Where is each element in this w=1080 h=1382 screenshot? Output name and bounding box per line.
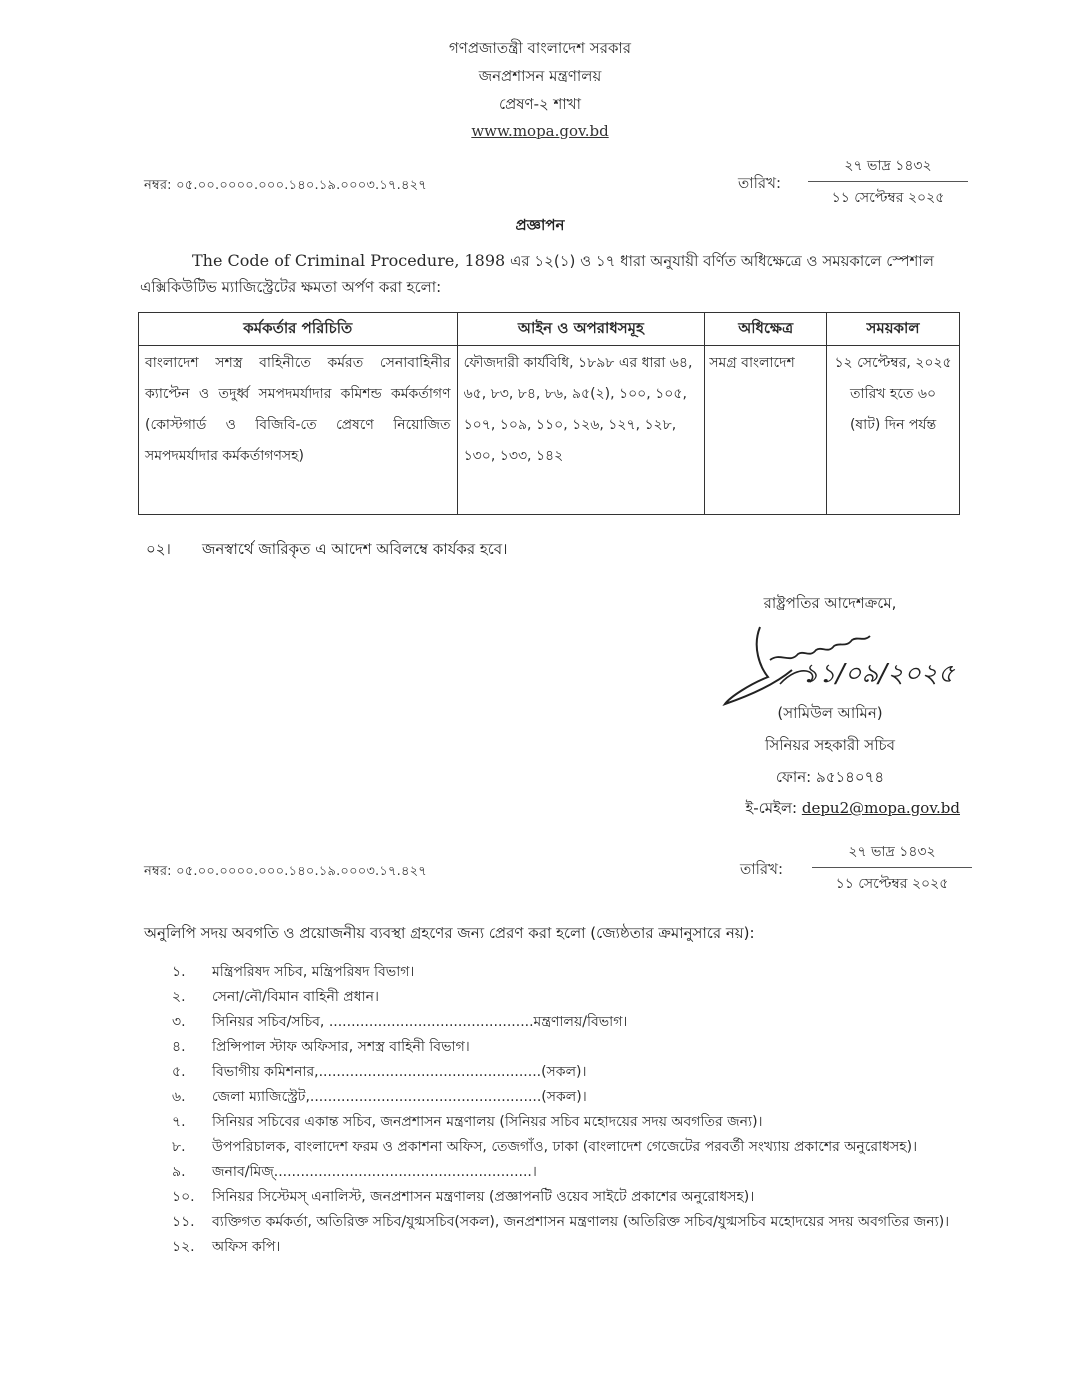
date-label: তারিখ: bbox=[738, 174, 782, 192]
list-item-text: ব্যক্তিগত কর্মকর্তা, অতিরিক্ত সচিব/যুগ্মসচিব(সকল), জনপ্রশাসন মন্ত্রণালয় (অতিরিক্ত সচিব/যুগ্মসচিব মহোদয়ের সদয় অবগতির জন্য)। bbox=[212, 1214, 950, 1230]
authority-table bbox=[138, 312, 960, 515]
list-item-number: ৫. bbox=[172, 1064, 186, 1080]
intro-paragraph bbox=[140, 248, 990, 300]
email-link[interactable]: depu2@mopa.gov.bd bbox=[801, 799, 960, 817]
list-item bbox=[172, 1160, 972, 1185]
list-item bbox=[172, 1135, 972, 1160]
header-block bbox=[340, 34, 740, 144]
list-item-text: অফিস কপি। bbox=[212, 1239, 281, 1255]
list-item-text: প্রিন্সিপাল স্টাফ অফিসার, সশস্ত্র বাহিনী বিভাগ। bbox=[212, 1039, 470, 1055]
distribution-intro: অনুলিপি সদয় অবগতি ও প্রয়োজনীয় ব্যবস্থা গ্রহণের জন্য প্রেরণ করা হলো (জ্যেষ্ঠতার ক্রমানুসারে নয়): bbox=[144, 924, 755, 942]
list-item-number: ৩. bbox=[172, 1014, 186, 1030]
list-item-number: ২. bbox=[172, 989, 186, 1005]
list-item-text: বিভাগীয় কমিশনার,..................................................(সকল)। bbox=[212, 1064, 587, 1080]
copy-date-english: ১১ সেপ্টেম্বর ২০২৫ bbox=[835, 876, 949, 892]
clause-2 bbox=[146, 538, 507, 563]
list-item-number: ১. bbox=[172, 964, 186, 980]
signer-email-line bbox=[700, 797, 960, 822]
list-item-text: জেলা ম্যাজিস্ট্রেট,....................................................(সকল)। bbox=[212, 1089, 587, 1105]
list-item-number: ৬. bbox=[172, 1089, 186, 1105]
memo-number: নম্বর: ০৫.০০.০০০০.০০০.১৪০.১৯.০০০৩.১৭.৪২৭ bbox=[144, 178, 427, 193]
list-item-number: ৮. bbox=[172, 1139, 186, 1155]
list-item-text: মন্ত্রিপরিষদ সচিব, মন্ত্রিপরিষদ বিভাগ। bbox=[212, 964, 415, 980]
table-row bbox=[139, 346, 960, 515]
list-item bbox=[172, 1235, 972, 1260]
list-item-text: জনাব/মিজ্‌..........................................................। bbox=[212, 1164, 537, 1180]
list-item bbox=[172, 1085, 972, 1110]
clause-2-number: ০২। bbox=[146, 540, 171, 558]
signer-phone: ফোন: ৯৫১৪০৭৪ bbox=[775, 768, 885, 786]
header-officers: কর্মকর্তার পরিচিতি bbox=[139, 313, 458, 346]
list-item-number: ৯. bbox=[172, 1164, 186, 1180]
list-item bbox=[172, 1010, 972, 1035]
header-laws: আইন ও অপরাধসমূহ bbox=[457, 313, 705, 346]
cell-laws: ফৌজদারী কার্যবিধি, ১৮৯৮ এর ধারা ৬৪, ৬৫, ৮৩, ৮৪, ৮৬, ৯৫(২), ১০০, ১০৫, ১০৭, ১০৯, ১১০, ১২৬, ১২৭, ১২৮, ১৩০, ১৩৩, ১৪২ bbox=[457, 346, 705, 515]
copy-date-bangla: ২৭ ভাদ্র ১৪৩২ bbox=[812, 840, 972, 868]
list-item bbox=[172, 985, 972, 1010]
list-item-number: ৭. bbox=[172, 1114, 186, 1130]
list-item-text: সিনিয়র সচিব/সচিব, ..............................................মন্ত্রণালয়/বিভাগ। bbox=[212, 1014, 628, 1030]
list-item-number: ১০. bbox=[172, 1189, 195, 1205]
table-header-row bbox=[139, 313, 960, 346]
list-item-text: সেনা/নৌ/বিমান বাহিনী প্রধান। bbox=[212, 989, 379, 1005]
list-item-text: সিনিয়র সিস্টেমস্ এনালিস্ট, জনপ্রশাসন মন্ত্রণালয় (প্রজ্ঞাপনটি ওয়েব সাইটে প্রকাশের অনুরোধসহ)। bbox=[212, 1189, 755, 1205]
date-bangla: ২৭ ভাদ্র ১৪৩২ bbox=[808, 154, 968, 182]
list-item bbox=[172, 1210, 972, 1235]
list-item bbox=[172, 960, 972, 985]
ministry-name: জনপ্রশাসন মন্ত্রণালয় bbox=[478, 67, 602, 85]
signature-date: ১১/০৯/২০২৫ bbox=[802, 659, 955, 689]
branch-name: প্রেষণ-২ শাখা bbox=[499, 95, 581, 113]
intro-text: এর ১২(১) ও ১৭ ধারা অনুযায়ী বর্ণিত অধিক্ষেত্রে ও সময়কালে স্পেশাল এক্সিকিউটিভ ম্যাজিস্ট্রেটের ক্ষমতা অর্পণ করা হলো: bbox=[140, 252, 934, 296]
header-period: সময়কাল bbox=[827, 313, 960, 346]
document-title: প্রজ্ঞাপন bbox=[515, 216, 565, 234]
list-item bbox=[172, 1035, 972, 1060]
website-link[interactable]: www.mopa.gov.bd bbox=[471, 122, 609, 140]
cell-jurisdiction: সমগ্র বাংলাদেশ bbox=[705, 346, 827, 515]
signer-name: (সামিউল আমিন) bbox=[777, 704, 883, 722]
date-english: ১১ সেপ্টেম্বর ২০২৫ bbox=[831, 190, 945, 206]
copy-memo-number: নম্বর: ০৫.০০.০০০০.০০০.১৪০.১৯.০০০৩.১৭.৪২৭ bbox=[144, 864, 427, 879]
list-item-number: ১১. bbox=[172, 1214, 195, 1230]
copy-date-label: তারিখ: bbox=[740, 860, 784, 878]
list-item bbox=[172, 1185, 972, 1210]
header-jurisdiction: অধিক্ষেত্র bbox=[705, 313, 827, 346]
cell-officers: বাংলাদেশ সশস্ত্র বাহিনীতে কর্মরত সেনাবাহিনীর ক্যাপ্টেন ও তদুর্ধ্ব সমপদমর্যাদার কমিশন্ড কর্মকর্তাগণ (কোস্টগার্ড ও বিজিবি-তে প্রেষণে নিয়োজিত সমপদমর্যাদার কর্মকর্তাগণসহ) bbox=[139, 346, 458, 515]
signature-mark bbox=[720, 622, 980, 712]
list-item-text: উপপরিচালক, বাংলাদেশ ফরম ও প্রকাশনা অফিস, তেজগাঁও, ঢাকা (বাংলাদেশ গেজেটের পরবর্তী সংখ্যায় প্রকাশের অনুরোধসহ)। bbox=[212, 1139, 918, 1155]
clause-2-text: জনস্বার্থে জারিকৃত এ আদেশ অবিলম্বে কার্যকর হবে। bbox=[202, 540, 508, 558]
list-item-number: ৪. bbox=[172, 1039, 186, 1055]
copy-date-block bbox=[812, 840, 972, 896]
distribution-list bbox=[172, 960, 972, 1260]
list-item bbox=[172, 1060, 972, 1085]
list-item-text: সিনিয়র সচিবের একান্ত সচিব, জনপ্রশাসন মন্ত্রণালয় (সিনিয়র সচিব মহোদয়ের সদয় অবগতির জন্য)। bbox=[212, 1114, 763, 1130]
email-label: ই-মেইল: bbox=[745, 799, 802, 817]
intro-law-name: The Code of Criminal Procedure, 1898 bbox=[192, 251, 506, 270]
list-item-number: ১২. bbox=[172, 1239, 195, 1255]
signer-designation: সিনিয়র সহকারী সচিব bbox=[765, 736, 895, 754]
order-line: রাষ্ট্রপতির আদেশক্রমে, bbox=[763, 594, 897, 612]
cell-period: ১২ সেপ্টেম্বর, ২০২৫ তারিখ হতে ৬০ (ষাট) দিন পর্যন্ত bbox=[827, 346, 960, 515]
govt-name: গণপ্রজাতন্ত্রী বাংলাদেশ সরকার bbox=[448, 39, 632, 57]
date-block bbox=[808, 154, 968, 210]
list-item bbox=[172, 1110, 972, 1135]
